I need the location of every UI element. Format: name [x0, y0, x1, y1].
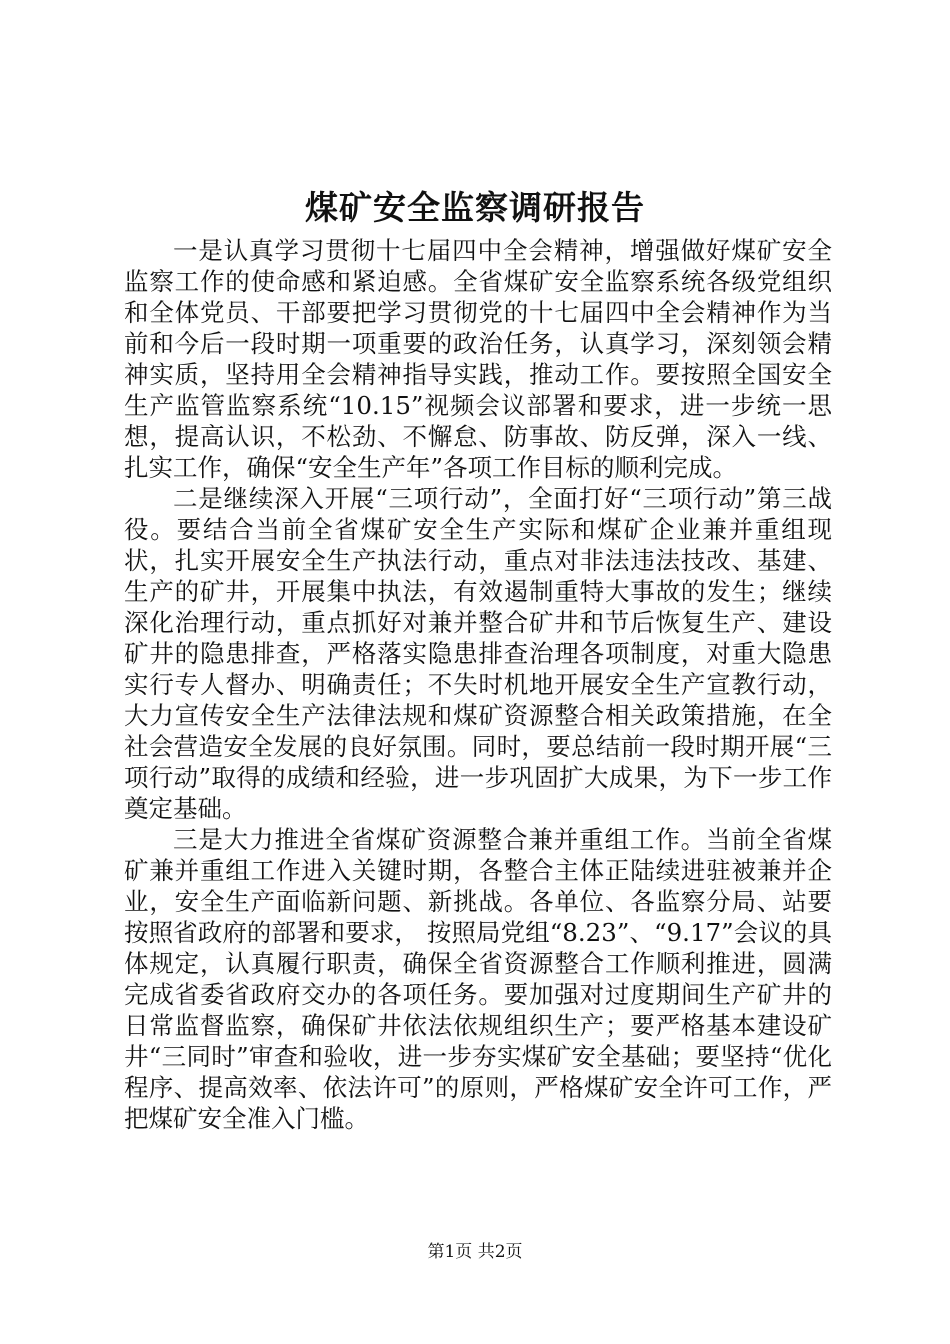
paragraph-1: 一是认真学习贯彻十七届四中全会精神，增强做好煤矿安全监察工作的使命感和紧迫感。全省煤矿安全监察系统各级党组织和全体党员、干部要把学习贯彻党的十七届四中全会精神作为当前和今后一段时期一项重要的政治任务，认真学习，深刻领会精神实质，坚持用全会精神指导实践，推动工作。要按照全国安全生产监管监察系统“10.15”视频会议部署和要求，进一步统一思想，提高认识，不松劲、不懈怠、防事故、防反弹，深入一线、扎实工作，确保“安全生产年”各项工作目标的顺利完成。 [124, 236, 832, 482]
paragraph-2: 二是继续深入开展“三项行动”，全面打好“三项行动”第三战役。要结合当前全省煤矿安全生产实际和煤矿企业兼并重组现状，扎实开展安全生产执法行动，重点对非法违法技改、基建、生产的矿井，开展集中执法，有效遏制重特大事故的发生；继续深化治理行动，重点抓好对兼并整合矿井和节后恢复生产、建设矿井的隐患排查，严格落实隐患排查治理各项制度，对重大隐患实行专人督办、明确责任；不失时机地开展安全生产宣教行动，大力宣传安全生产法律法规和煤矿资源整合相关政策措施，在全社会营造安全发展的良好氛围。同时，要总结前一段时期开展“三项行动”取得的成绩和经验，进一步巩固扩大成果，为下一步工作奠定基础。 [124, 484, 832, 823]
page-footer: 第1页 共2页 [427, 1242, 523, 1262]
document-title: 煤矿安全监察调研报告 [305, 188, 645, 227]
paragraph-3: 三是大力推进全省煤矿资源整合兼并重组工作。当前全省煤矿兼并重组工作进入关键时期，各整合主体正陆续进驻被兼并企业，安全生产面临新问题、新挑战。各单位、各监察分局、站要按照省政府的部署和要求， 按照局党组“8.23”、“9.17”会议的具体规定，认真履行职责，确保全省资源整合工作顺利推进，圆满完成省委省政府交办的各项任务。要加强对过度期间生产矿井的日常监督监察，确保矿井依法依规组织生产；要严格基本建设矿井“三同时”审查和验收，进一步夯实煤矿安全基础；要坚持“优化程序、提高效率、依法许可”的原则，严格煤矿安全许可工作，严把煤矿安全准入门槛。 [124, 825, 832, 1133]
document-body [124, 235, 832, 1134]
